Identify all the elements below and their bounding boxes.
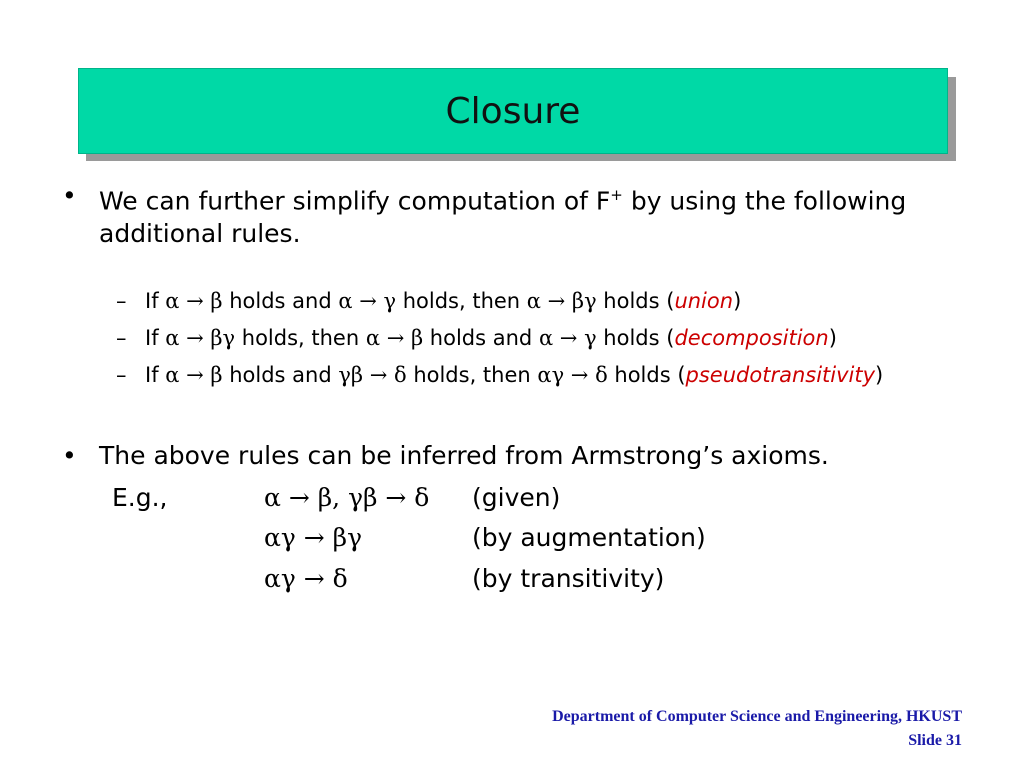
example-expr: αγ → βγ xyxy=(264,523,363,552)
bullet-marker: • xyxy=(62,441,77,470)
rule-name: pseudotransitivity xyxy=(685,363,876,387)
footer-slide-number: Slide 31 xyxy=(908,732,962,749)
example-reason: (given) xyxy=(472,483,561,512)
example-label: E.g., xyxy=(112,483,168,512)
example-reason: (by transitivity) xyxy=(472,564,665,593)
example-reason: (by augmentation) xyxy=(472,523,706,552)
example-expr: αγ → δ xyxy=(264,564,348,593)
title-banner xyxy=(78,68,948,154)
bullet-text: We can further simplify computation of F+ by using the following additional rules. xyxy=(99,186,907,249)
slide-title: Closure xyxy=(445,90,581,132)
bullet-marker: • xyxy=(62,181,77,210)
example-expr: α → β, γβ → δ xyxy=(264,483,430,512)
footer-department: Department of Computer Science and Engineering, HKUST xyxy=(552,708,962,725)
bullet-text: The above rules can be inferred from Armstrong’s axioms. xyxy=(99,441,829,470)
rule-name: decomposition xyxy=(674,326,829,350)
rule-name: union xyxy=(674,289,734,313)
